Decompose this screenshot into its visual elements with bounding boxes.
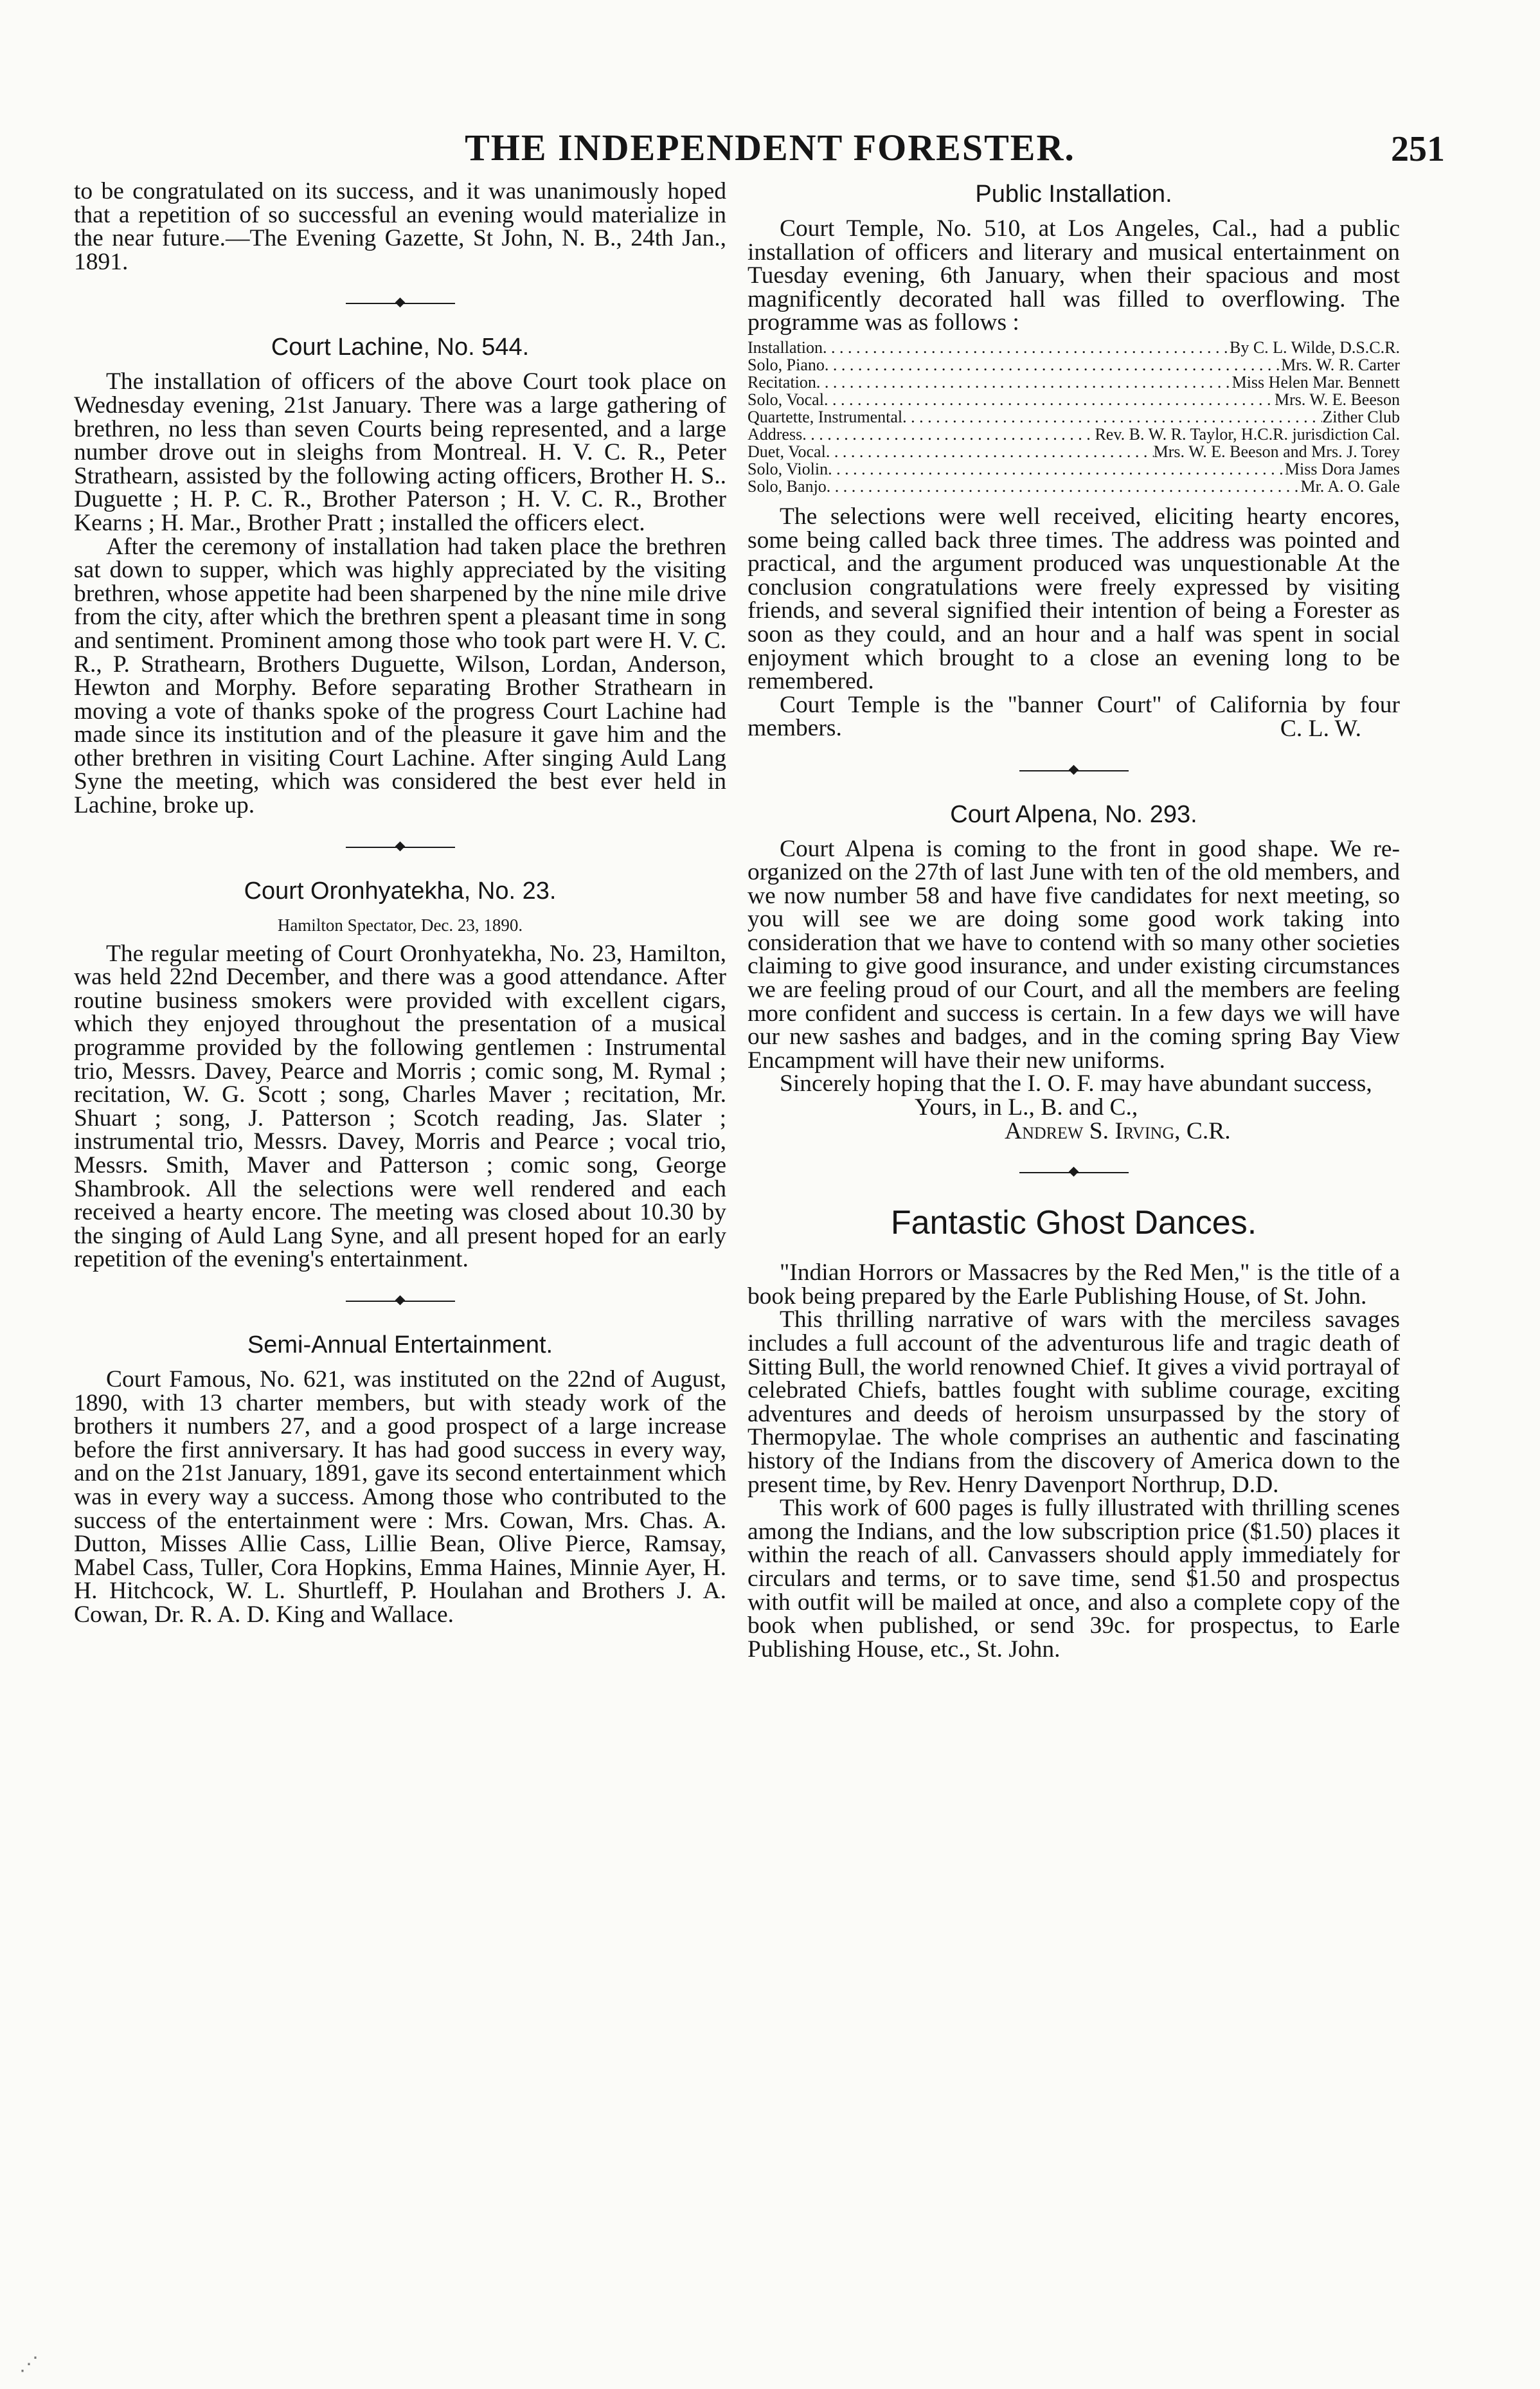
article-paragraph: This work of 600 pages is fully illustrated with thrilling scenes among the Indians, and the low subscription price ($1.50) places it within the reach of all. Canvassers should apply immediately for circulars and terms, or to save time, send $1.50 and prospectus with outfit will be mailed at once, and also a complete copy of the book when published, or send 39c. for prospectus, to Earle Publishing House, etc., St. John. <box>748 1495 1400 1663</box>
programme-row: Recitation . . . Miss Helen Mar. Bennett <box>748 374 1400 391</box>
running-title: THE INDEPENDENT FORESTER. <box>465 127 1075 168</box>
section-divider <box>74 1295 726 1308</box>
article-title-semi-annual: Semi-Annual Entertainment. <box>247 1331 553 1358</box>
page-number: 251 <box>1391 129 1445 169</box>
programme-row: Quartette, Instrumental . . . Zither Club <box>748 408 1400 426</box>
section-divider <box>748 1166 1400 1179</box>
source-citation: Hamilton Spectator, Dec. 23, 1890. <box>277 915 523 935</box>
diamond-ornament-icon <box>395 298 405 308</box>
print-speck: ⋰ <box>19 2354 39 2375</box>
section-divider <box>74 841 726 854</box>
article-title-alpena: Court Alpena, No. 293. <box>950 800 1197 828</box>
programme-list <box>748 339 1400 495</box>
right-column <box>748 180 1400 1661</box>
programme-row: Solo, Banjo . . . Mr. A. O. Gale <box>748 478 1400 495</box>
page-header <box>0 126 1540 172</box>
article-paragraph: Court Alpena is coming to the front in good shape. We re-organized on the 27th of last June with ten of the old members, and we now number 58 and have five candidates for next meeting, so you will see we are doing some good work taking into consideration that we have to contend with so many other societies claiming to give good insurance, and under existing circumstances we are feeling proud of our Court, and all the members are feeling more confident and success is certain. In a few days we will have our new sashes and badges, and in the coming spring Bay View Encampment will have their new uniforms. <box>748 835 1400 1074</box>
article-paragraph: Court Temple, No. 510, at Los Angeles, Cal., had a public installation of officers and literary and musical entertainment on Tuesday evening, 6th January, when their spacious and most magnificently decorated hall was filled to overflowing. The programme was as follows : <box>748 215 1400 336</box>
section-divider <box>748 764 1400 777</box>
article-paragraph: Court Temple is the "banner Court" of California by four members. <box>748 691 1400 742</box>
intro-paragraph: to be congratulated on its success, and it was unanimously hoped that a repetition of so successful an evening would materialize in the near future.—The Evening Gazette, St John, N. B., 24th Jan., 1891. <box>74 178 726 275</box>
article-title-lachine: Court Lachine, No. 544. <box>271 334 530 361</box>
article-paragraph: "Indian Horrors or Massacres by the Red Men," is the title of a book being prepared by the Earle Publishing House, of St. John. <box>748 1259 1400 1310</box>
article-title-oronhyatekha: Court Oronhyatekha, No. 23. <box>244 877 557 905</box>
article-paragraph: The selections were well received, eliciting hearty encores, some being called back three times. The address was pointed and practical, and the argument produced was unquestionable At the conclusion congratulations were freely expressed by visiting friends, and several signified their intention of being a Forester as soon as they could, and an hour and a half was spent in social enjoyment which brought to a close an evening long to be remembered. <box>748 503 1400 695</box>
diamond-ornament-icon <box>395 1295 405 1306</box>
article-paragraph: Court Famous, No. 621, was instituted on the 22nd of August, 1890, with 13 charter members, but with steady work of the brothers it numbers 27, and a good prospect of a large increase before the first anniversary. It has had good success in every way, and on the 21st January, 1891, gave its second entertainment which was in every way a success. Among those who contributed to the success of the entertainment were : Mrs. Cowan, Mrs. Chas. A. Dutton, Misses Allie Cass, Lillie Bean, Olive Pierce, Ramsay, Mabel Cass, Tuller, Cora Hopkins, Emma Haines, Minnie Ayer, H. H. Hitchcock, W. L. Shurtleff, P. Houlahan and Brothers J. A. Cowan, Dr. R. A. D. King and Wallace. <box>74 1366 726 1628</box>
programme-row: Installation . . . By C. L. Wilde, D.S.C.R. <box>748 339 1400 356</box>
letter-signature: Andrew S. Irving, C.R. <box>1005 1117 1231 1144</box>
letter-closing: Yours, in L., B. and C., <box>915 1094 1138 1121</box>
article-paragraph: After the ceremony of installation had taken place the brethren sat down to supper, which was highly appreciated by the visiting brethren, whose appetite had been sharpened by the nine mile drive from the city, after which the brethren spent a pleasant time in song and sentiment. Prominent among those who took part were H. V. C. R., P. Strathearn, Brothers Duguette, Wilson, Lordan, Anderson, Hewton and Morphy. Before separating Brother Strathearn in moving a vote of thanks spoke of the progress Court Lachine had made since its institution and of the pleasure it gave him and the other brethren in visiting Court Lachine. After singing Auld Lang Syne the meeting, which was considered the best ever held in Lachine, broke up. <box>74 533 726 819</box>
article-title-public-installation: Public Installation. <box>975 181 1172 208</box>
diamond-ornament-icon <box>1068 764 1079 775</box>
signature: C. L. W. <box>1280 715 1361 742</box>
programme-row: Solo, Violin . . . Miss Dora James <box>748 460 1400 478</box>
left-column <box>74 180 726 1627</box>
article-paragraph: This thrilling narrative of wars with the merciless savages includes a full account of the adventurous life and tragic death of Sitting Bull, the world renowned Chief. It gives a vivid portrayal of celebrated Chiefs, battles fought with sublime courage, exciting adventures and deeds of heroism unsurpassed by the story of Thermopylae. The whole comprises an authentic and fascinating history of the Indians from the discovery of America down to the present time, by Rev. Henry Davenport Northrup, D.D. <box>748 1306 1400 1498</box>
programme-row: Duet, Vocal . . . Mrs. W. E. Beeson and Mrs. J. Torey <box>748 443 1400 460</box>
article-paragraph: The installation of officers of the above Court took place on Wednesday evening, 21st January. There was a large gathering of brethren, no less than seven Courts being represented, and a large number drove out in sleighs from Montreal. H. V. C. R., Peter Strathearn, assisted by the following acting officers, Brother H. S.. Duguette ; H. P. C. R., Brother Paterson ; H. V. C. R., Brother Kearns ; H. Mar., Brother Pratt ; installed the officers elect. <box>74 368 726 536</box>
section-divider <box>74 297 726 310</box>
programme-row: Address . . . Rev. B. W. R. Taylor, H.C.R. jurisdiction Cal. <box>748 426 1400 443</box>
programme-row: Solo, Vocal . . . Mrs. W. E. Beeson <box>748 391 1400 408</box>
programme-row: Solo, Piano . . . Mrs. W. R. Carter <box>748 356 1400 374</box>
article-paragraph: The regular meeting of Court Oronhyatekha, No. 23, Hamilton, was held 22nd December, and there was a good attendance. After routine business smokers were provided with excellent cigars, which they enjoyed throughout the presentation of a musical programme provided by the following gentlemen : Instrumental trio, Messrs. Davey, Pearce and Morris ; comic song, M. Rymal ; recitation, W. G. Scott ; song, Charles Maver ; recitation, Mr. Shuart ; song, J. Patterson ; Scotch reading, Jas. Slater ; instrumental trio, Messrs. Davey, Morris and Pearce ; vocal trio, Messrs. Smith, Maver and Patterson ; comic song, George Shambrook. All the selections were well rendered and each received a hearty encore. The meeting was closed about 10.30 by the singing of Auld Lang Syne, and all present hoped for an early repetition of the evening's entertainment. <box>74 940 726 1273</box>
article-paragraph: Sincerely hoping that the I. O. F. may have abundant success, <box>780 1070 1372 1097</box>
diamond-ornament-icon <box>1068 1167 1079 1177</box>
diamond-ornament-icon <box>395 841 405 851</box>
article-title-ghost-dances: Fantastic Ghost Dances. <box>890 1204 1257 1242</box>
